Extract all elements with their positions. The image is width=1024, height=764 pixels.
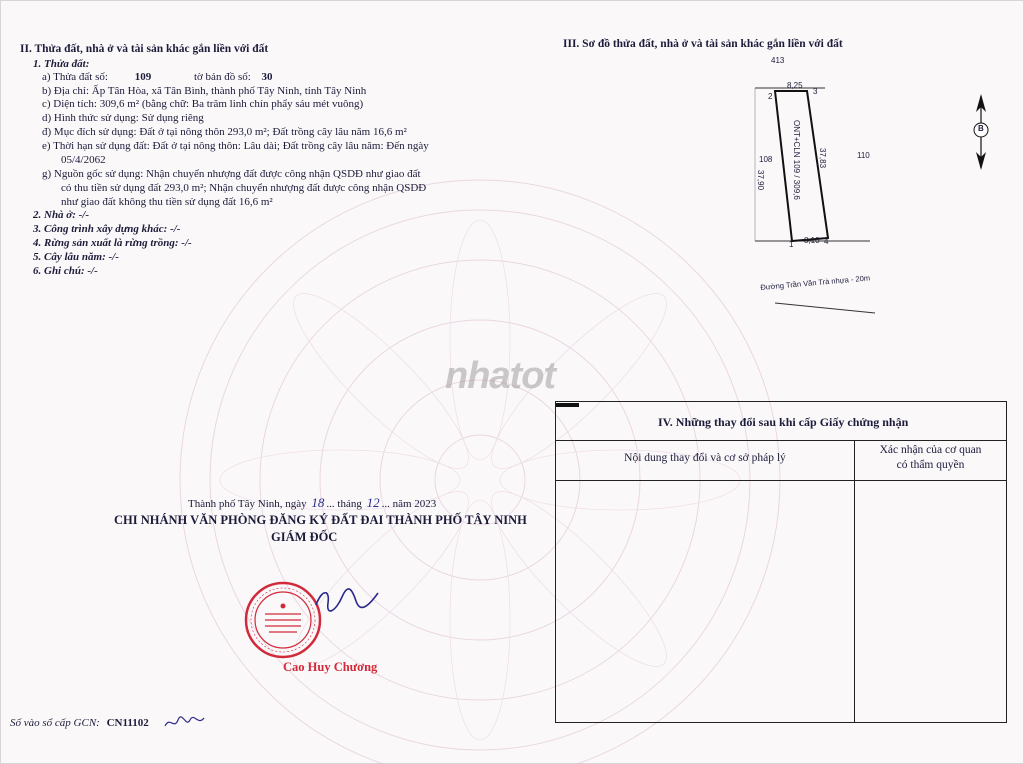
vertex-1: 1 xyxy=(789,240,794,249)
usage-form-line: d) Hình thức sử dụng: Sử dụng riêng xyxy=(42,112,204,124)
vertex-3: 3 xyxy=(813,87,818,96)
changes-table-header xyxy=(556,402,1006,441)
section3-title: III. Sơ đồ thửa đất, nhà ở và tài sản khác gắn liền với đất xyxy=(563,38,843,50)
section4-title: IV. Những thay đổi sau khi cấp Giấy chứng nhận xyxy=(658,415,909,429)
road-edge-line xyxy=(775,303,875,313)
watermark: nhatot xyxy=(445,355,556,397)
initial-signature-icon xyxy=(162,712,206,732)
section2-sub1: 1. Thửa đất: xyxy=(33,58,90,70)
item-perennial: 5. Cây lâu năm: -/- xyxy=(33,251,119,263)
signer-position: GIÁM ĐỐC xyxy=(271,530,338,544)
origin-line-1: g) Nguồn gốc sử dụng: Nhận chuyển nhượng đất được công nhận QSDĐ như giao đất xyxy=(42,168,421,180)
signer-name: Cao Huy Chương xyxy=(283,660,378,674)
changes-body xyxy=(556,481,855,722)
month-label: tháng xyxy=(337,498,362,510)
item-note: 6. Ghi chú: -/- xyxy=(33,265,98,277)
item-forest: 4. Rừng sản xuất là rừng trồng: -/- xyxy=(33,237,192,249)
vertex-4: 4 xyxy=(824,237,829,246)
area-line: c) Diện tích: 309,6 m² (bằng chữ: Ba trăm linh chín phẩy sáu mét vuông) xyxy=(42,98,364,110)
changes-table xyxy=(555,401,1007,723)
left-parcel-number: 108 xyxy=(759,155,773,164)
left-length: 37,90 xyxy=(756,170,765,191)
parcel-number: 109 xyxy=(134,71,152,83)
col2-header-line2: có thẩm quyền xyxy=(896,459,965,471)
handwritten-signature-icon xyxy=(312,585,382,615)
registry-label: Số vào sổ cấp GCN: xyxy=(10,717,100,729)
date-day: 18 xyxy=(311,495,325,510)
official-seal-icon xyxy=(243,580,323,660)
date-prefix: Thành phố Tây Ninh, ngày xyxy=(188,498,307,510)
top-width: 8,25 xyxy=(787,81,803,90)
parcel-number-row xyxy=(42,71,273,83)
map-sheet-number: 30 xyxy=(261,71,273,83)
map-sheet-label: tờ bản đồ số: xyxy=(193,71,251,83)
office-name: CHI NHÁNH VĂN PHÒNG ĐĂNG KÝ ĐẤT ĐAI THÀNH PHỐ TÂY NINH xyxy=(114,513,527,527)
registry-number: CN11102 xyxy=(106,717,149,729)
changes-column-content xyxy=(556,440,855,481)
item-house: 2. Nhà ở: -/- xyxy=(33,209,90,221)
col2-header-line1: Xác nhận của cơ quan xyxy=(879,444,982,456)
registry-line xyxy=(10,717,149,729)
top-parcel-number: 413 xyxy=(771,56,785,65)
col1-header: Nội dung thay đổi và cơ sở pháp lý xyxy=(624,452,786,464)
date-month: 12 xyxy=(366,495,380,510)
section2-title: II. Thửa đất, nhà ở và tài sản khác gắn liền với đất xyxy=(20,43,269,55)
item-other-works: 3. Công trình xây dựng khác: -/- xyxy=(33,223,181,235)
term-line: e) Thời hạn sử dụng đất: Đất ở tại nông thôn: Lâu dài; Đất trồng cây lâu năm: Đến ngày xyxy=(42,140,429,152)
changes-column-approval xyxy=(855,440,1006,481)
origin-line-2: có thu tiền sử dụng đất 293,0 m²; Nhận chuyển nhượng đất được công nhận QSDĐ xyxy=(61,182,427,194)
purpose-line: đ) Mục đích sử dụng: Đất ở tại nông thôn 293,0 m²; Đất trồng cây lâu năm 16,6 m² xyxy=(42,126,407,138)
vertex-2: 2 xyxy=(768,92,773,101)
address-line: b) Địa chỉ: Ấp Tân Hòa, xã Tân Bình, thành phố Tây Ninh, tỉnh Tây Ninh xyxy=(42,85,367,97)
bottom-width: 8,10 xyxy=(804,236,820,245)
parcel-label: ONT+CLN 109 / 309,6 xyxy=(792,120,801,200)
term-date: 05/4/2062 xyxy=(61,154,106,166)
compass-letter: B xyxy=(978,124,984,133)
origin-line-3: như giao đất không thu tiền sử dụng đất 16,6 m² xyxy=(61,196,273,208)
road-label: Đường Trần Văn Trà nhựa - 20m xyxy=(760,273,871,292)
year-label: năm 2023 xyxy=(392,498,437,510)
date-line: Thành phố Tây Ninh, ngày 18 ... tháng 12 ... năm 2023 xyxy=(188,495,437,510)
right-length: 37,83 xyxy=(818,148,827,169)
parcel-number-label: a) Thửa đất số: xyxy=(42,71,108,83)
right-parcel-number: 110 xyxy=(857,151,870,160)
